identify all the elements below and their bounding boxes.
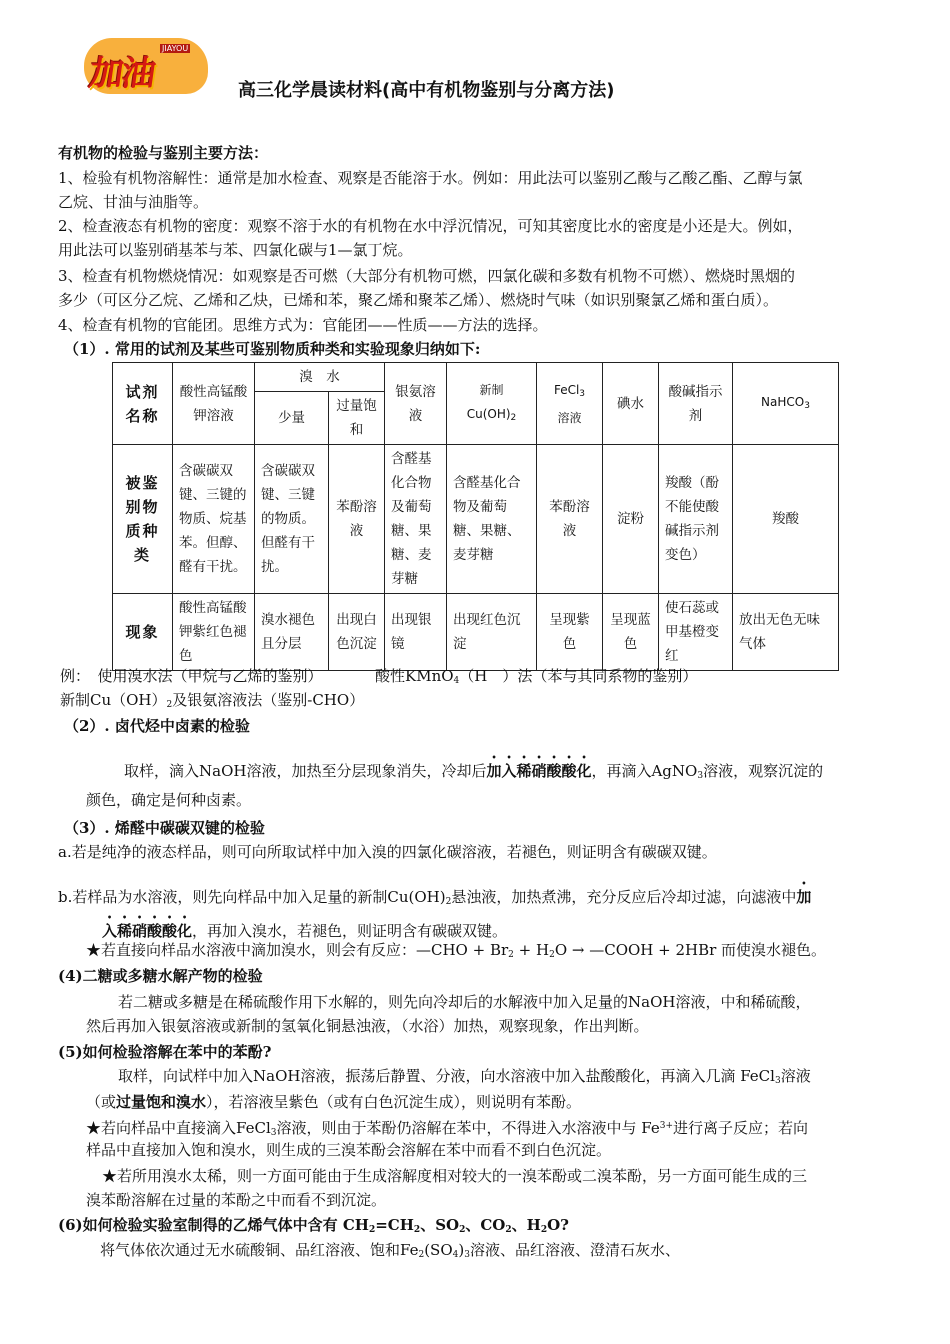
- cell-sub-bromine-small: 含碳碳双键、三键的物质。但醛有干扰。: [255, 445, 329, 594]
- col-cuoh2-sub: 2: [510, 412, 517, 423]
- section-5-star-2-line-2: 溴苯酚溶解在过量的苯酚之中而看不到沉淀。: [86, 1191, 387, 1209]
- section-4-line-2: 然后再加入银氨溶液或新制的氢氧化铜悬浊液，（水浴）加热，观察现象，作出判断。: [86, 1017, 649, 1035]
- logo-subtext: JIAYOU: [162, 44, 189, 53]
- section-6-line-1: [100, 1238, 940, 1267]
- sec2-text-a: 取样，滴入NaOH溶液，加热至分层现象消失，冷却后: [124, 762, 487, 780]
- section-5-heading: (5)如何检验溶解在苯中的苯酚?: [58, 1043, 272, 1061]
- sec3-star-text-1: ★若直接向样品水溶液中滴加溴水，则会有反应：—CHO + Br: [86, 941, 509, 959]
- col-kmno4: 酸性高锰酸钾溶液: [173, 363, 255, 445]
- cell-ph-bromine-small: 溴水褪色且分层: [255, 594, 329, 671]
- section-4-line-1: 若二糖或多糖是在稀硫酸作用下水解的，则先向冷却后的水解液中加入足量的NaOH溶液，中和稀硫酸，: [118, 993, 811, 1011]
- sec6-p-d: 溶液、品红溶液、澄清石灰水、: [469, 1241, 680, 1259]
- sec5-text-1a: 取样，向试样中加入NaOH溶液，振荡后静置、分液，向水溶液中加入盐酸酸化，再滴入几滴 FeCl: [118, 1067, 775, 1085]
- method-2-line-1: 2、检查液态有机物的密度：观察不溶于水的有机物在水中浮沉情况，可知其密度比水的密度是小还是大。例如，: [58, 217, 803, 235]
- sec6-p-c: ): [458, 1241, 465, 1259]
- cell-sub-cuoh2: 含醛基化合物及葡萄糖、果糖、麦芽糖: [447, 445, 537, 594]
- col-cuoh2-line1: 新制: [479, 382, 504, 397]
- cell-sub-fecl3: 苯酚溶液: [537, 445, 603, 594]
- sec3-b-text-1: b.若样品为水溶液，则先向样品中加入足量的新制Cu(OH): [58, 888, 446, 906]
- sec2-sub-3: 3: [697, 771, 704, 781]
- cell-sub-bromine-excess: 苯酚溶液: [329, 445, 385, 594]
- sec3-b-sub-2: 2: [445, 897, 452, 907]
- col-fecl3-line2: 溶液: [557, 410, 582, 425]
- col-nahco3-text: NaHCO: [761, 394, 805, 409]
- sec6-p-a: 将气体依次通过无水硫酸铜、品红溶液、饱和Fe: [100, 1241, 419, 1259]
- method-3-line-1: 3、检查有机物燃烧情况：如观察是否可燃（大部分有机物可燃，四氯化碳和多数有机物不可燃）、燃烧时黑烟的: [58, 267, 796, 285]
- sec5-star1-d: 进行离子反应；若向: [673, 1119, 809, 1137]
- cell-sub-nahco3: 羧酸: [733, 445, 839, 594]
- sec5-star1-sub-3: 3: [270, 1128, 277, 1138]
- example-text-b: 新制Cu（OH）: [60, 691, 167, 709]
- col-bromine-water: 溴 水: [255, 363, 385, 392]
- example-text-a: 例： 使用溴水法（甲烷与乙烯的鉴别） 酸性KMnO: [60, 667, 454, 685]
- sec2-text-d: 溶液，观察沉淀的: [703, 762, 824, 780]
- section-2-line-1: [124, 752, 950, 788]
- section-4-heading: (4)二糖或多糖水解产物的检验: [58, 967, 263, 985]
- sec6-h-a: (6)如何检验实验室制得的乙烯气体中含有 CH: [58, 1216, 369, 1234]
- section-5-star-2-line-1: ★若所用溴水太稀，则一方面可能由于生成溶解度相对较大的一溴苯酚或二溴苯酚，另一方面可能生成的三: [102, 1167, 808, 1185]
- sec3-star-text-2: + H: [513, 941, 550, 959]
- col-fecl3-sub: 3: [579, 388, 586, 399]
- section-5-star-1-line-2: 样品中直接加入饱和溴水，则生成的三溴苯酚会溶解在苯中而看不到白色沉淀。: [86, 1141, 612, 1159]
- sec6-h-sub-a: 2: [368, 1225, 376, 1235]
- method-2-line-2: 用此法可以鉴别硝基苯与苯、四氯化碳与1—氯丁烷。: [58, 241, 413, 259]
- section-3-b-line-1: [58, 878, 898, 914]
- sec3-b-text-5: ，再加入溴水，若褪色，则证明含有碳碳双键。: [192, 922, 508, 940]
- section-5-line-1: [118, 1064, 950, 1093]
- col-nahco3-sub: 3: [804, 400, 810, 411]
- col-cuoh2-line2: Cu(OH): [466, 406, 511, 421]
- section-5-line-2: [86, 1090, 926, 1114]
- sec3-star-sub-2a: 2: [508, 950, 514, 960]
- example-sub-2: 2: [166, 700, 173, 710]
- sec6-p-sub-3: 3: [464, 1250, 470, 1260]
- col-fecl3: [537, 363, 603, 445]
- sec6-h-sub-b: 2: [413, 1225, 421, 1235]
- sec6-h-f: O?: [547, 1216, 569, 1234]
- sec6-p-b: (SO: [424, 1241, 453, 1259]
- sec6-h-sub-d: 2: [505, 1225, 512, 1235]
- cell-ph-cuoh2: 出现红色沉淀: [447, 594, 537, 671]
- section-3-a: a.若是纯净的液态样品，则可向所取试样中加入溴的四氯化碳溶液，若褪色，则证明含有碳碳双键。: [58, 843, 717, 861]
- section-3-star: [86, 938, 926, 967]
- sec3-b-text-2: 悬浊液，加热煮沸，充分反应后冷却过滤，向滤液中: [451, 888, 797, 906]
- sec6-h-sub-e: 2: [540, 1225, 548, 1235]
- cell-ph-bromine-excess: 出现白色沉淀: [329, 594, 385, 671]
- sec6-p-sub-4: 4: [452, 1250, 459, 1260]
- sec5-text-1b: 溶液: [780, 1067, 811, 1085]
- col-iodine: 碘水: [603, 363, 659, 445]
- sec5-star1-a: ★若向样品中直接滴入FeCl: [86, 1119, 271, 1137]
- example-text-b2: 及银氨溶液法（鉴别-CHO）: [172, 691, 365, 709]
- sec3-b-emphasis-2: 入稀硝酸酸化: [102, 922, 193, 940]
- sec6-h-d: 、CO: [465, 1216, 506, 1234]
- intro-heading: 有机物的检验与鉴别主要方法：: [58, 144, 269, 162]
- sec5-star1-b: 溶液，则由于苯酚仍溶解在苯中，不得进入水溶液中与 Fe: [276, 1119, 660, 1137]
- row-header-reagent: 试剂名称: [113, 363, 173, 445]
- sec2-emphasis: 加入稀硝酸酸化: [486, 762, 592, 780]
- logo-text: 加油: [86, 54, 157, 94]
- col-cuoh2: [447, 363, 537, 445]
- col-indicator: 酸碱指示剂: [659, 363, 733, 445]
- cell-sub-indicator: 羧酸（酚不能使酸碱指示剂变色）: [659, 445, 733, 594]
- example-line-2: [60, 688, 900, 717]
- method-4: 4、检查有机物的官能团。思维方式为：官能团——性质——方法的选择。: [58, 316, 548, 334]
- col-bromine-small: 少量: [255, 392, 329, 445]
- cell-sub-silver: 含醛基化合物及葡萄糖、果糖、麦芽糖: [385, 445, 447, 594]
- logo: [84, 38, 212, 96]
- sec5-star1-sup: 3+: [659, 1121, 674, 1131]
- cell-sub-iodine: 淀粉: [603, 445, 659, 594]
- sec3-star-text-3: O → —COOH + 2HBr 而使溴水褪色。: [554, 941, 827, 959]
- sec6-h-b: =CH: [375, 1216, 414, 1234]
- sec2-text-c: ，再滴入AgNO: [591, 762, 698, 780]
- sec6-p-sub-2: 2: [418, 1250, 425, 1260]
- row-header-substance: 被鉴别物质种类: [113, 445, 173, 594]
- cell-ph-nahco3: 放出无色无味气体: [733, 594, 839, 671]
- cell-sub-kmno4: 含碳碳双键、三键的物质、烷基苯。但醇、醛有干扰。: [173, 445, 255, 594]
- section-1-heading: （1）. 常用的试剂及某些可鉴别物质种类和实验现象归纳如下:: [64, 340, 481, 358]
- sec6-h-c: 、SO: [420, 1216, 460, 1234]
- col-fecl3-line1: FeCl: [553, 382, 580, 397]
- sec6-h-e: 、H: [511, 1216, 541, 1234]
- cell-ph-indicator: 使石蕊或甲基橙变红: [659, 594, 733, 671]
- sec3-star-sub-2b: 2: [549, 950, 555, 960]
- section-2-line-2: 颜色，确定是何种卤素。: [86, 791, 252, 809]
- cell-ph-silver: 出现银镜: [385, 594, 447, 671]
- method-1-line-2: 乙烷、甘油与油脂等。: [58, 193, 209, 211]
- method-3-line-2: 多少（可区分乙烷、乙烯和乙炔，已烯和苯，聚乙烯和聚苯乙烯）、燃烧时气味（如识别聚氯乙烯和蛋白质）。: [58, 291, 779, 309]
- section-2-heading: （2）. 卤代烃中卤素的检验: [64, 717, 250, 735]
- sec6-h-sub-c: 2: [459, 1225, 466, 1235]
- cell-ph-kmno4: 酸性高锰酸钾紫红色褪色: [173, 594, 255, 671]
- sec3-b-emphasis-1: 加: [796, 888, 812, 906]
- reagent-table: [112, 362, 839, 671]
- cell-ph-fecl3: 呈现紫色: [537, 594, 603, 671]
- section-3-heading: （3）. 烯醛中碳碳双键的检验: [64, 819, 265, 837]
- example-sub-4: 4: [453, 676, 460, 686]
- example-text-a2: （H ）法（苯与其同系物的鉴别）: [459, 667, 698, 685]
- cell-ph-iodine: 呈现蓝色: [603, 594, 659, 671]
- row-header-phenomenon: 现象: [113, 594, 173, 671]
- sec5-text-2a: （或: [86, 1093, 117, 1111]
- col-bromine-excess: 过量饱和: [329, 392, 385, 445]
- sec5-emphasis: 过量饱和溴水: [116, 1093, 207, 1111]
- sec5-sub-3: 3: [774, 1076, 781, 1086]
- method-1-line-1: 1、检验有机物溶解性：通常是加水检查、观察是否能溶于水。例如：用此法可以鉴别乙酸与乙酸乙酯、乙醇与氯: [58, 169, 803, 187]
- sec5-text-2c: ），若溶液呈紫色（或有白色沉淀生成），则说明有苯酚。: [206, 1093, 582, 1111]
- page-title: 高三化学晨读材料(高中有机物鉴别与分离方法): [238, 80, 615, 101]
- col-silver-ammonia: 银氨溶液: [385, 363, 447, 445]
- col-nahco3: [733, 363, 839, 445]
